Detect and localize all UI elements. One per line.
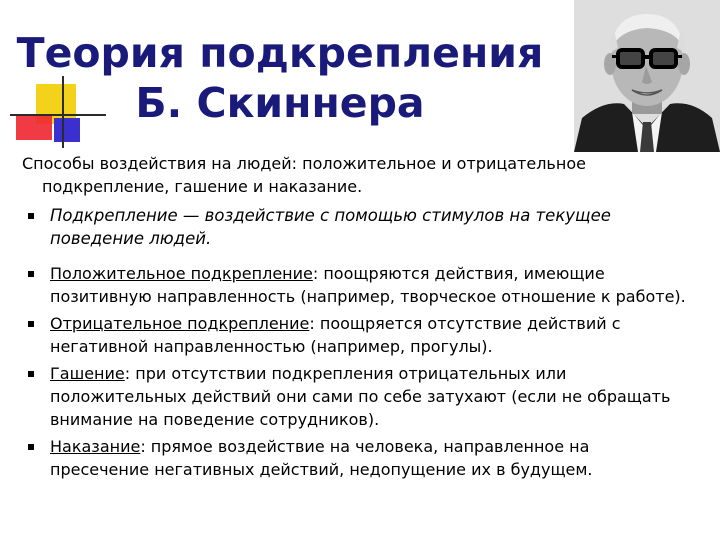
title-line-2: Б. Скиннера [135,79,425,127]
title-line-1: Теория подкрепления [16,29,544,77]
bullet-icon [28,321,34,327]
slide-content [22,152,690,485]
term-description: : поощряется отсутствие действий с негативной направленностью (например, прогулы). [50,314,621,356]
bullet-icon [28,371,34,377]
term-label: Положительное подкрепление [50,264,313,283]
list-item [22,435,690,481]
bullet-icon [28,213,34,219]
term-label: Гашение [50,364,125,383]
term-description: : поощряются действия, имеющие позитивную направленность (например, творческое отношение к работе). [50,264,686,306]
term-label: Отрицательное подкрепление [50,314,310,333]
intro-text: Способы воздействия на людей: положительное и отрицательное подкрепление, гашение и наказание. [22,154,586,196]
term-description: : при отсутствии подкрепления отрицательных или положительных действий они сами по себе затухают (если не обращать внимание на поведение сотрудников). [50,364,671,429]
bullet-icon [28,271,34,277]
bullet-icon [28,444,34,450]
definition-text: Подкрепление — воздействие с помощью стимулов на текущее поведение людей. [50,206,611,248]
term-label: Наказание [50,437,141,456]
list-item [22,362,690,431]
list-item [22,262,690,308]
slide-title [0,28,560,128]
term-description: : прямое воздействие на человека, направленное на пресечение негативных действий, недопущение их в будущем. [50,437,593,479]
definition-item [22,204,690,250]
list-item [22,312,690,358]
portrait-photo [574,0,720,152]
